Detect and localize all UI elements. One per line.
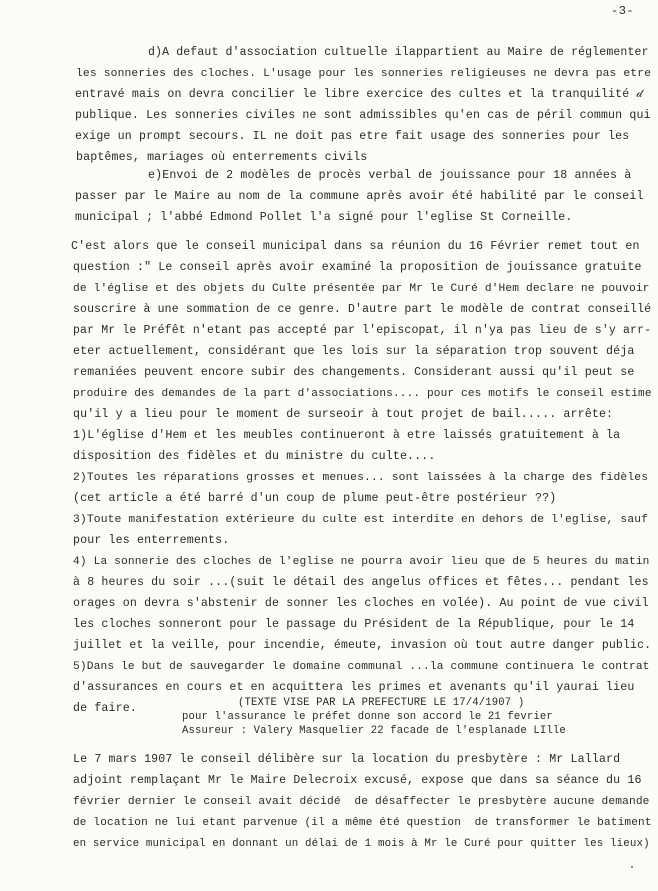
text-line: adjoint remplaçant Mr le Maire Delecroix excusé, expose que dans sa séance du 16 [73,774,642,787]
prefecture-stamp-line: (TEXTE VISE PAR LA PREFECTURE LE 17/4/1907 ) [238,697,525,709]
text-line: à 8 heures du soir ...(suit le détail des angelus offices et fêtes... pendant les [73,576,649,589]
text-line: question :" Le conseil après avoir examiné la proposition de jouissance gratuite [73,261,642,274]
text-line: 4) La sonnerie des cloches de l'eglise ne pourra avoir lieu que de 5 heures du matin [73,556,650,568]
note-line: Assureur : Valery Masquelier 22 facade de l'esplanade LIlle [182,725,566,737]
text-line: eter actuellement, considérant que les lois sur la séparation trop souvent déja [73,345,635,358]
text-line: remaniées peuvent encore subir des changements. Considerant aussi qu'il peut se [73,366,635,379]
text-line: produire des demandes de la part d'associations.... pour ces motifs le conseil estime [73,388,652,400]
text-line: 1)L'église d'Hem et les meubles continueront à etre laissés gratuitement à la [73,429,621,442]
text-line: les cloches sonneront pour le passage du Président de la République, pour le 14 [73,618,635,631]
text-line: baptêmes, mariages où enterrements civils [76,151,368,164]
text-line: orages on devra s'abstenir de sonner les cloches en volée). Au point de vue civil [73,597,649,610]
text-line: qu'il y a lieu pour le moment de surseoir à tout projet de bail..... arrête: [73,408,614,421]
text-line: Le 7 mars 1907 le conseil délibère sur la location du presbytère : Mr Lallard [73,753,621,766]
text-line: d'assurances en cours et en acquittera les primes et avenants qu'il yaurai lieu [73,681,635,694]
text-line: de location ne lui etant parvenue (il a même été question de transformer le batiment [73,817,652,829]
text-line: passer par le Maire au nom de la commune après avoir été habilité par le conseil [75,190,644,203]
page-number: -3- [611,4,635,18]
text-line: entravé mais on devra concilier le libre exercice des cultes et la tranquilité 𝒹 [75,88,643,101]
note-line: pour l'assurance le préfet donne son accord le 21 fevrier [182,711,553,723]
text-line: février dernier le conseil avait décidé de désaffecter le presbytère aucune demande [73,796,650,808]
text-line: e)Envoi de 2 modèles de procès verbal de jouissance pour 18 années à [148,169,632,182]
text-line: souscrire à une sommation de ce genre. D'autre part le modèle de contrat conseillé [73,303,652,316]
text-line: publique. Les sonneries civiles ne sont admissibles qu'en cas de péril commun qui [75,109,651,122]
text-line: municipal ; l'abbé Edmond Pollet l'a signé pour l'eglise St Corneille. [75,211,573,224]
text-line: les sonneries des cloches. L'usage pour les sonneries religieuses ne devra pas etre [76,68,652,80]
text-line: 3)Toute manifestation extérieure du culte est interdite en dehors de l'eglise, sauf [73,514,649,526]
text-line: exige un prompt secours. IL ne doit pas etre fait usage des sonneries pour les [75,130,630,143]
text-line: par Mr le Préfêt n'etant pas accepté par l'episcopat, il n'ya pas lieu de s'y arr- [73,324,652,337]
scan-mark [631,866,633,868]
text-line: juillet et la veille, pour incendie, émeute, invasion où tout autre danger public. [73,639,652,652]
text-line: pour les enterrements. [73,534,230,547]
text-line: 5)Dans le but de sauvegarder le domaine communal ...la commune continuera le contrat [73,661,650,673]
text-line: 2)Toutes les réparations grosses et menues... sont laissées à la charge des fidèles [73,472,649,484]
text-line: (cet article a été barré d'un coup de plume peut-être postérieur ??) [73,492,557,505]
text-line: disposition des fidèles et du ministre du culte.... [73,450,436,463]
text-line: C'est alors que le conseil municipal dans sa réunion du 16 Février remet tout en [71,240,640,253]
text-line: de faire. [73,702,137,715]
text-line: d)A defaut d'association cultuelle ilappartient au Maire de réglementer [148,46,649,59]
text-line: de l'église et des objets du Culte présentée par Mr le Curé d'Hem declare ne pouvoir [73,283,650,295]
text-line: en service municipal en donnant un délai de 1 mois à Mr le Curé pour quitter les lieux) [73,838,650,850]
